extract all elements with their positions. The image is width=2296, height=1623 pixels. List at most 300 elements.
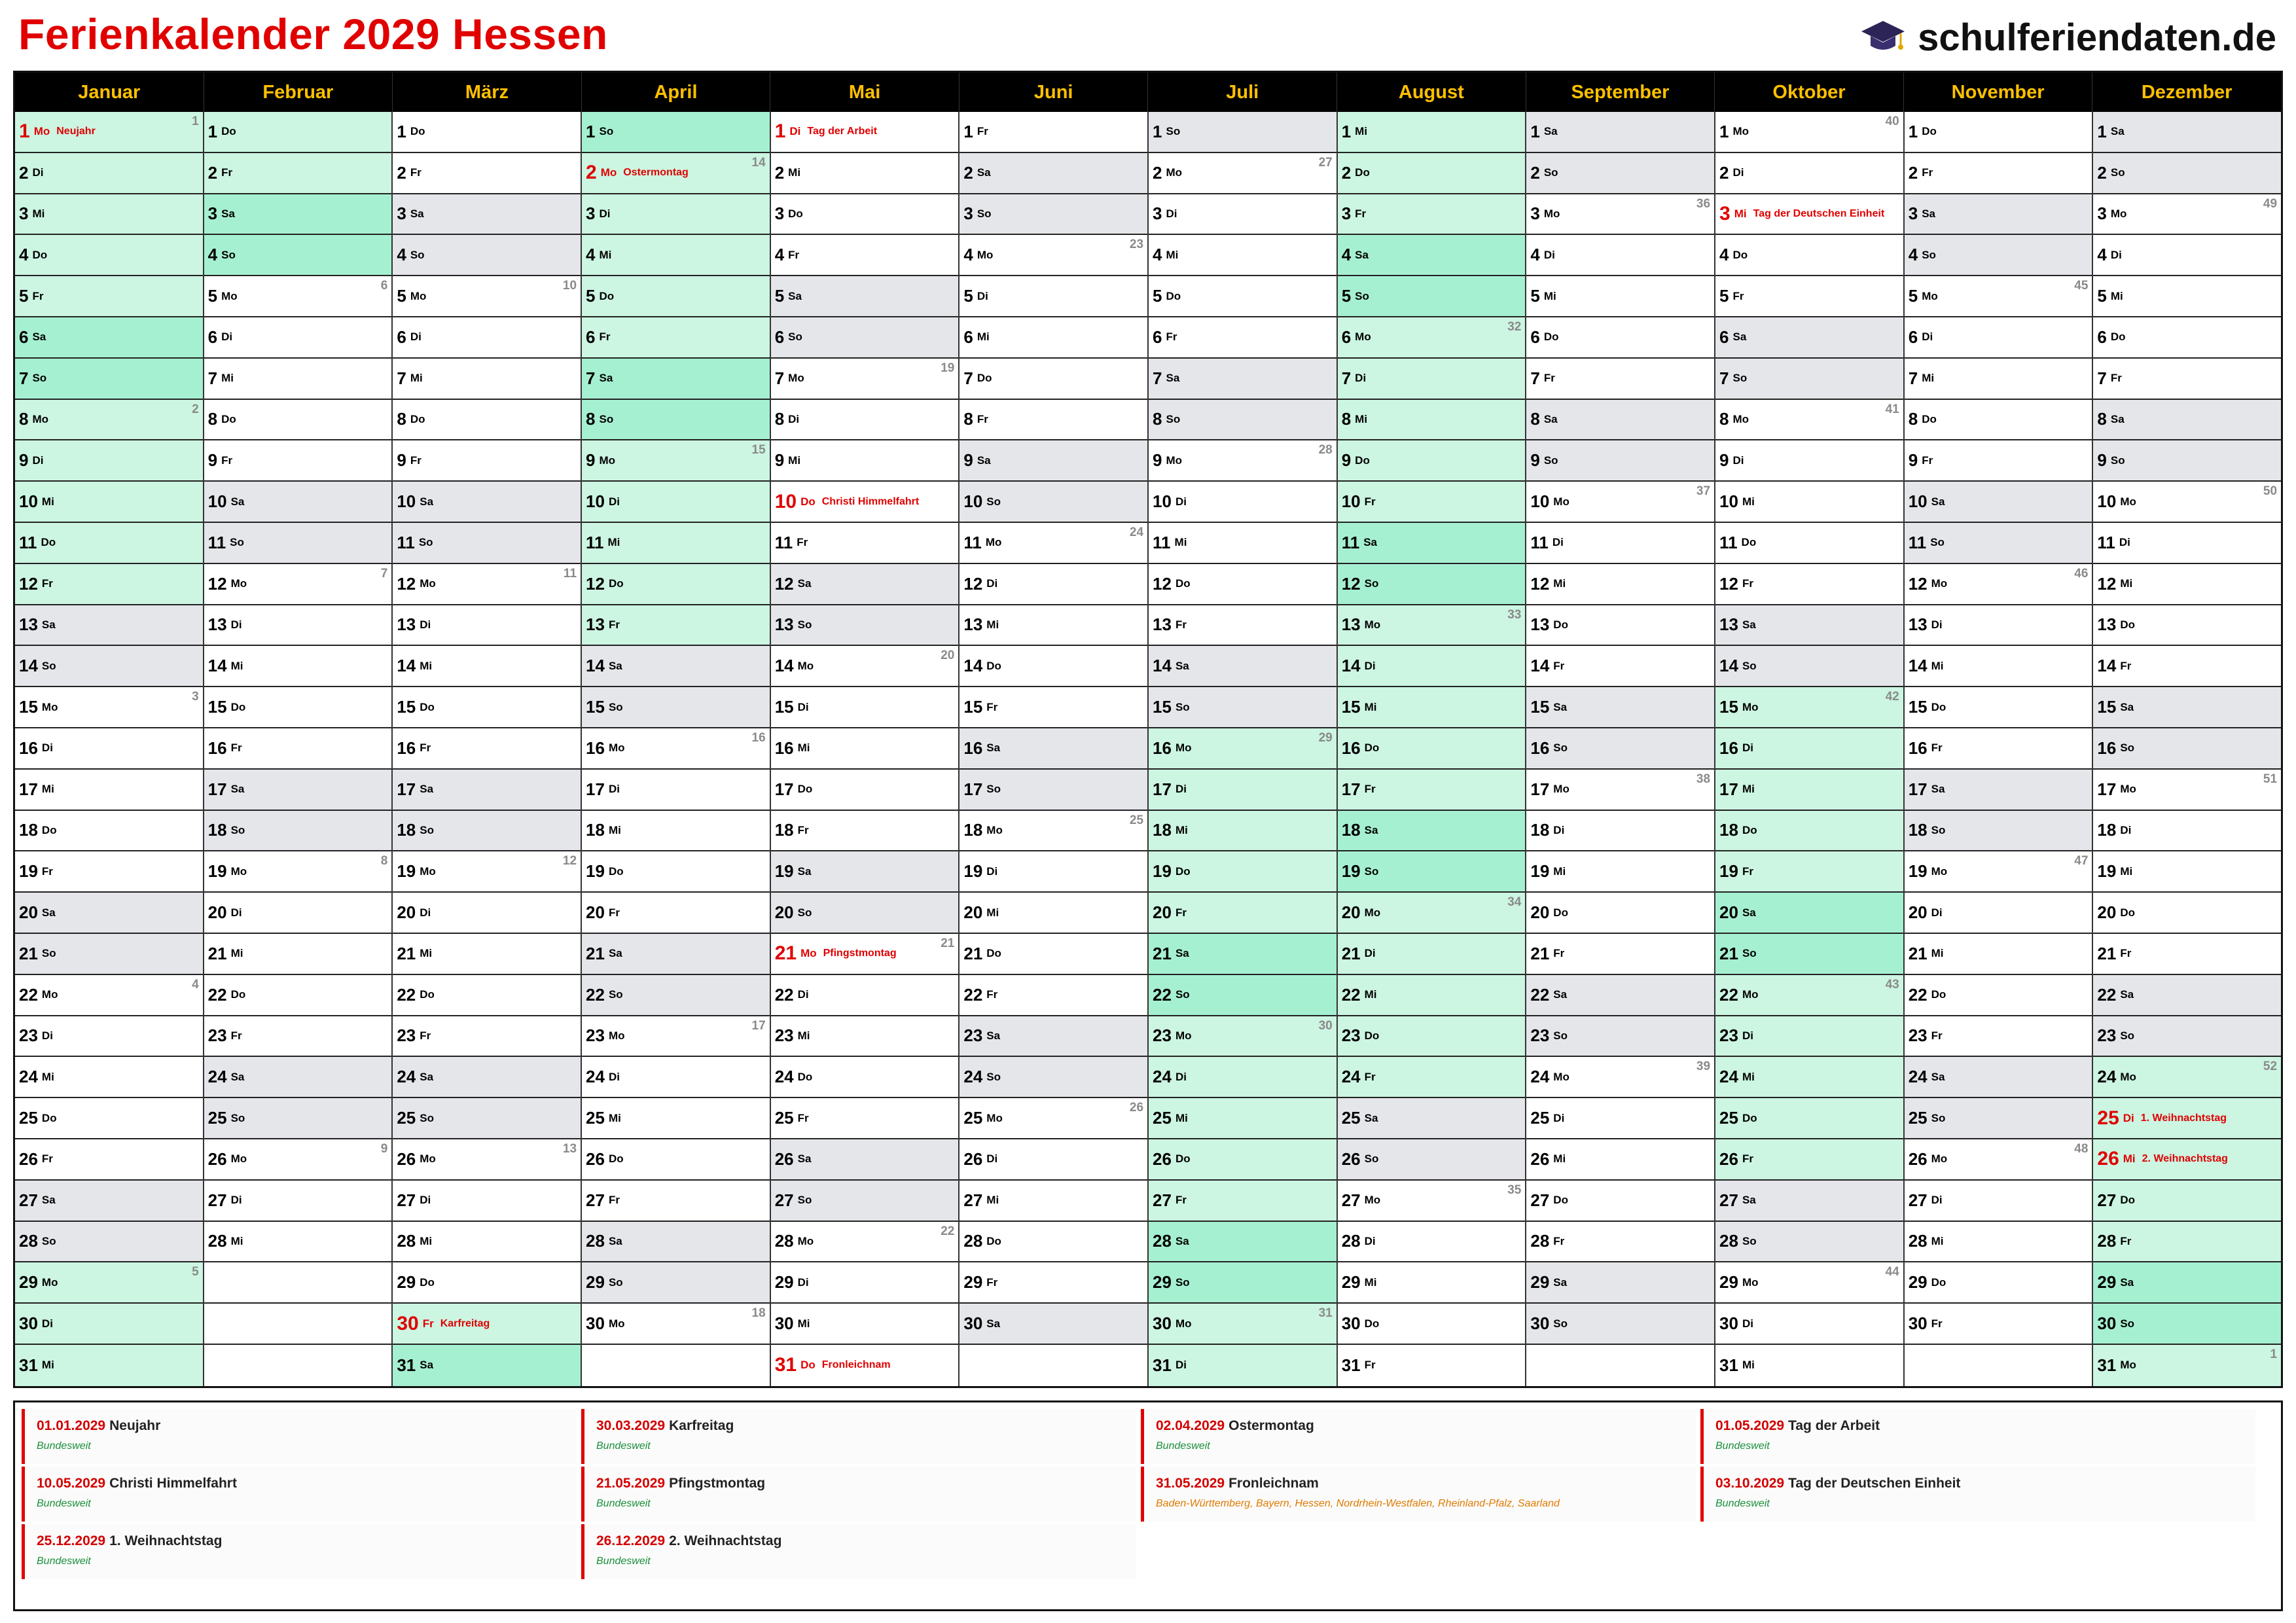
day-cell[interactable] bbox=[1149, 564, 1336, 605]
day-cell[interactable] bbox=[393, 112, 581, 153]
day-cell[interactable] bbox=[1526, 1222, 1714, 1263]
public-holiday-cell[interactable] bbox=[1715, 194, 1903, 236]
day-cell[interactable] bbox=[960, 687, 1147, 728]
day-cell[interactable] bbox=[1338, 646, 1526, 687]
day-cell[interactable] bbox=[1149, 1057, 1336, 1098]
day-cell[interactable] bbox=[2093, 893, 2281, 934]
day-cell[interactable] bbox=[1526, 276, 1714, 317]
day-cell[interactable] bbox=[960, 1098, 1147, 1139]
day-cell[interactable] bbox=[1905, 317, 2092, 359]
day-cell[interactable] bbox=[771, 811, 959, 852]
day-cell[interactable] bbox=[582, 1098, 770, 1139]
day-cell[interactable] bbox=[1526, 1304, 1714, 1345]
day-cell[interactable] bbox=[1905, 482, 2092, 523]
day-cell[interactable] bbox=[1526, 811, 1714, 852]
day-cell[interactable] bbox=[393, 893, 581, 934]
day-cell[interactable] bbox=[771, 1098, 959, 1139]
day-cell[interactable] bbox=[1715, 440, 1903, 482]
day-cell[interactable] bbox=[1715, 112, 1903, 153]
day-cell[interactable] bbox=[1715, 1345, 1903, 1386]
day-cell[interactable] bbox=[1715, 235, 1903, 276]
day-cell[interactable] bbox=[1905, 1262, 2092, 1304]
day-cell[interactable] bbox=[771, 276, 959, 317]
day-cell[interactable] bbox=[1149, 194, 1336, 236]
day-cell[interactable] bbox=[771, 235, 959, 276]
day-cell[interactable] bbox=[771, 1057, 959, 1098]
day-cell[interactable] bbox=[1149, 646, 1336, 687]
day-cell[interactable] bbox=[1905, 728, 2092, 770]
day-cell[interactable] bbox=[204, 975, 392, 1016]
day-cell[interactable] bbox=[1905, 934, 2092, 975]
day-cell[interactable] bbox=[1338, 728, 1526, 770]
public-holiday-cell[interactable] bbox=[393, 1304, 581, 1345]
day-cell[interactable] bbox=[1526, 564, 1714, 605]
day-cell[interactable] bbox=[393, 605, 581, 647]
day-cell[interactable] bbox=[1338, 1222, 1526, 1263]
day-cell[interactable] bbox=[1905, 359, 2092, 400]
day-cell[interactable] bbox=[2093, 1057, 2281, 1098]
day-cell[interactable] bbox=[1149, 934, 1336, 975]
day-cell[interactable] bbox=[960, 153, 1147, 194]
day-cell[interactable] bbox=[1715, 1139, 1903, 1181]
day-cell[interactable] bbox=[960, 440, 1147, 482]
day-cell[interactable] bbox=[393, 851, 581, 893]
day-cell[interactable] bbox=[393, 153, 581, 194]
day-cell[interactable] bbox=[1905, 687, 2092, 728]
day-cell[interactable] bbox=[1526, 646, 1714, 687]
day-cell[interactable] bbox=[582, 893, 770, 934]
day-cell[interactable] bbox=[1149, 770, 1336, 811]
day-cell[interactable] bbox=[1338, 400, 1526, 441]
day-cell[interactable] bbox=[393, 1098, 581, 1139]
day-cell[interactable] bbox=[393, 728, 581, 770]
day-cell[interactable] bbox=[393, 400, 581, 441]
day-cell[interactable] bbox=[1149, 893, 1336, 934]
day-cell[interactable] bbox=[204, 646, 392, 687]
day-cell[interactable] bbox=[1149, 359, 1336, 400]
day-cell[interactable] bbox=[960, 811, 1147, 852]
day-cell[interactable] bbox=[1526, 770, 1714, 811]
day-cell[interactable] bbox=[2093, 153, 2281, 194]
day-cell[interactable] bbox=[204, 1057, 392, 1098]
day-cell[interactable] bbox=[582, 934, 770, 975]
day-cell[interactable] bbox=[1526, 1262, 1714, 1304]
day-cell[interactable] bbox=[582, 851, 770, 893]
day-cell[interactable] bbox=[1149, 112, 1336, 153]
day-cell[interactable] bbox=[1905, 440, 2092, 482]
day-cell[interactable] bbox=[2093, 276, 2281, 317]
day-cell[interactable] bbox=[960, 851, 1147, 893]
public-holiday-cell[interactable] bbox=[771, 482, 959, 523]
day-cell[interactable] bbox=[1338, 1139, 1526, 1181]
day-cell[interactable] bbox=[582, 400, 770, 441]
day-cell[interactable] bbox=[204, 235, 392, 276]
day-cell[interactable] bbox=[1338, 1057, 1526, 1098]
day-cell[interactable] bbox=[204, 1222, 392, 1263]
day-cell[interactable] bbox=[2093, 317, 2281, 359]
day-cell[interactable] bbox=[2093, 440, 2281, 482]
day-cell[interactable] bbox=[2093, 605, 2281, 647]
day-cell[interactable] bbox=[15, 1057, 203, 1098]
day-cell[interactable] bbox=[1715, 523, 1903, 564]
day-cell[interactable] bbox=[1149, 687, 1336, 728]
day-cell[interactable] bbox=[1526, 1181, 1714, 1222]
day-cell[interactable] bbox=[2093, 523, 2281, 564]
day-cell[interactable] bbox=[15, 1181, 203, 1222]
day-cell[interactable] bbox=[1149, 728, 1336, 770]
day-cell[interactable] bbox=[771, 400, 959, 441]
day-cell[interactable] bbox=[582, 564, 770, 605]
day-cell[interactable] bbox=[393, 564, 581, 605]
day-cell[interactable] bbox=[1905, 1181, 2092, 1222]
day-cell[interactable] bbox=[1149, 153, 1336, 194]
day-cell[interactable] bbox=[1526, 359, 1714, 400]
day-cell[interactable] bbox=[771, 359, 959, 400]
day-cell[interactable] bbox=[1149, 975, 1336, 1016]
public-holiday-cell[interactable] bbox=[771, 1345, 959, 1386]
day-cell[interactable] bbox=[1149, 440, 1336, 482]
public-holiday-cell[interactable] bbox=[771, 934, 959, 975]
day-cell[interactable] bbox=[582, 194, 770, 236]
day-cell[interactable] bbox=[960, 317, 1147, 359]
day-cell[interactable] bbox=[960, 564, 1147, 605]
day-cell[interactable] bbox=[771, 1304, 959, 1345]
day-cell[interactable] bbox=[771, 317, 959, 359]
day-cell[interactable] bbox=[1715, 1057, 1903, 1098]
day-cell[interactable] bbox=[2093, 112, 2281, 153]
day-cell[interactable] bbox=[771, 605, 959, 647]
day-cell[interactable] bbox=[771, 1016, 959, 1058]
day-cell[interactable] bbox=[204, 1098, 392, 1139]
day-cell[interactable] bbox=[960, 646, 1147, 687]
day-cell[interactable] bbox=[2093, 728, 2281, 770]
day-cell[interactable] bbox=[1715, 975, 1903, 1016]
day-cell[interactable] bbox=[204, 194, 392, 236]
day-cell[interactable] bbox=[582, 523, 770, 564]
day-cell[interactable] bbox=[204, 523, 392, 564]
day-cell[interactable] bbox=[582, 359, 770, 400]
day-cell[interactable] bbox=[15, 1304, 203, 1345]
day-cell[interactable] bbox=[1715, 893, 1903, 934]
day-cell[interactable] bbox=[2093, 564, 2281, 605]
day-cell[interactable] bbox=[960, 1057, 1147, 1098]
day-cell[interactable] bbox=[393, 1139, 581, 1181]
day-cell[interactable] bbox=[582, 112, 770, 153]
day-cell[interactable] bbox=[15, 317, 203, 359]
day-cell[interactable] bbox=[1905, 194, 2092, 236]
day-cell[interactable] bbox=[204, 687, 392, 728]
day-cell[interactable] bbox=[204, 728, 392, 770]
day-cell[interactable] bbox=[582, 1139, 770, 1181]
day-cell[interactable] bbox=[1905, 1016, 2092, 1058]
day-cell[interactable] bbox=[1338, 359, 1526, 400]
day-cell[interactable] bbox=[1526, 112, 1714, 153]
day-cell[interactable] bbox=[1338, 1181, 1526, 1222]
day-cell[interactable] bbox=[960, 975, 1147, 1016]
day-cell[interactable] bbox=[393, 646, 581, 687]
day-cell[interactable] bbox=[582, 646, 770, 687]
day-cell[interactable] bbox=[2093, 1304, 2281, 1345]
day-cell[interactable] bbox=[960, 728, 1147, 770]
day-cell[interactable] bbox=[204, 851, 392, 893]
day-cell[interactable] bbox=[1526, 235, 1714, 276]
day-cell[interactable] bbox=[15, 605, 203, 647]
day-cell[interactable] bbox=[582, 605, 770, 647]
day-cell[interactable] bbox=[2093, 194, 2281, 236]
day-cell[interactable] bbox=[1905, 1057, 2092, 1098]
day-cell[interactable] bbox=[204, 440, 392, 482]
day-cell[interactable] bbox=[1338, 482, 1526, 523]
day-cell[interactable] bbox=[771, 893, 959, 934]
day-cell[interactable] bbox=[1526, 317, 1714, 359]
day-cell[interactable] bbox=[771, 194, 959, 236]
day-cell[interactable] bbox=[1905, 276, 2092, 317]
day-cell[interactable] bbox=[393, 276, 581, 317]
day-cell[interactable] bbox=[393, 482, 581, 523]
day-cell[interactable] bbox=[1715, 605, 1903, 647]
day-cell[interactable] bbox=[1149, 605, 1336, 647]
day-cell[interactable] bbox=[771, 564, 959, 605]
day-cell[interactable] bbox=[2093, 770, 2281, 811]
day-cell[interactable] bbox=[960, 1181, 1147, 1222]
day-cell[interactable] bbox=[1526, 400, 1714, 441]
day-cell[interactable] bbox=[582, 1262, 770, 1304]
day-cell[interactable] bbox=[2093, 482, 2281, 523]
day-cell[interactable] bbox=[960, 770, 1147, 811]
day-cell[interactable] bbox=[1715, 851, 1903, 893]
day-cell[interactable] bbox=[1715, 482, 1903, 523]
day-cell[interactable] bbox=[204, 893, 392, 934]
day-cell[interactable] bbox=[204, 564, 392, 605]
day-cell[interactable] bbox=[1338, 153, 1526, 194]
day-cell[interactable] bbox=[960, 605, 1147, 647]
day-cell[interactable] bbox=[1526, 440, 1714, 482]
day-cell[interactable] bbox=[1526, 482, 1714, 523]
day-cell[interactable] bbox=[2093, 687, 2281, 728]
day-cell[interactable] bbox=[393, 1222, 581, 1263]
day-cell[interactable] bbox=[1338, 276, 1526, 317]
day-cell[interactable] bbox=[15, 934, 203, 975]
day-cell[interactable] bbox=[393, 523, 581, 564]
day-cell[interactable] bbox=[771, 523, 959, 564]
day-cell[interactable] bbox=[1338, 811, 1526, 852]
day-cell[interactable] bbox=[960, 1222, 1147, 1263]
day-cell[interactable] bbox=[1526, 1098, 1714, 1139]
day-cell[interactable] bbox=[2093, 646, 2281, 687]
day-cell[interactable] bbox=[2093, 975, 2281, 1016]
day-cell[interactable] bbox=[15, 359, 203, 400]
day-cell[interactable] bbox=[1715, 400, 1903, 441]
day-cell[interactable] bbox=[15, 1098, 203, 1139]
day-cell[interactable] bbox=[771, 728, 959, 770]
day-cell[interactable] bbox=[15, 811, 203, 852]
day-cell[interactable] bbox=[15, 440, 203, 482]
day-cell[interactable] bbox=[1338, 194, 1526, 236]
day-cell[interactable] bbox=[2093, 1222, 2281, 1263]
day-cell[interactable] bbox=[1338, 687, 1526, 728]
day-cell[interactable] bbox=[771, 1222, 959, 1263]
day-cell[interactable] bbox=[2093, 1181, 2281, 1222]
day-cell[interactable] bbox=[1338, 1345, 1526, 1386]
day-cell[interactable] bbox=[2093, 1016, 2281, 1058]
day-cell[interactable] bbox=[204, 400, 392, 441]
day-cell[interactable] bbox=[1526, 728, 1714, 770]
day-cell[interactable] bbox=[582, 728, 770, 770]
day-cell[interactable] bbox=[582, 1016, 770, 1058]
day-cell[interactable] bbox=[1715, 359, 1903, 400]
day-cell[interactable] bbox=[1905, 646, 2092, 687]
day-cell[interactable] bbox=[1905, 1304, 2092, 1345]
day-cell[interactable] bbox=[1338, 112, 1526, 153]
day-cell[interactable] bbox=[2093, 851, 2281, 893]
day-cell[interactable] bbox=[1526, 523, 1714, 564]
day-cell[interactable] bbox=[582, 1222, 770, 1263]
day-cell[interactable] bbox=[15, 194, 203, 236]
day-cell[interactable] bbox=[771, 770, 959, 811]
day-cell[interactable] bbox=[582, 1181, 770, 1222]
day-cell[interactable] bbox=[393, 440, 581, 482]
day-cell[interactable] bbox=[204, 934, 392, 975]
public-holiday-cell[interactable] bbox=[2093, 1139, 2281, 1181]
day-cell[interactable] bbox=[15, 153, 203, 194]
day-cell[interactable] bbox=[1905, 153, 2092, 194]
day-cell[interactable] bbox=[1338, 1016, 1526, 1058]
day-cell[interactable] bbox=[204, 811, 392, 852]
day-cell[interactable] bbox=[204, 605, 392, 647]
day-cell[interactable] bbox=[393, 770, 581, 811]
day-cell[interactable] bbox=[771, 975, 959, 1016]
day-cell[interactable] bbox=[204, 359, 392, 400]
day-cell[interactable] bbox=[1715, 811, 1903, 852]
day-cell[interactable] bbox=[771, 687, 959, 728]
day-cell[interactable] bbox=[1715, 934, 1903, 975]
day-cell[interactable] bbox=[1905, 1222, 2092, 1263]
day-cell[interactable] bbox=[582, 276, 770, 317]
day-cell[interactable] bbox=[1905, 112, 2092, 153]
public-holiday-cell[interactable] bbox=[15, 112, 203, 153]
day-cell[interactable] bbox=[1905, 851, 2092, 893]
day-cell[interactable] bbox=[15, 400, 203, 441]
day-cell[interactable] bbox=[15, 975, 203, 1016]
day-cell[interactable] bbox=[393, 1345, 581, 1386]
day-cell[interactable] bbox=[393, 1057, 581, 1098]
day-cell[interactable] bbox=[15, 893, 203, 934]
day-cell[interactable] bbox=[1526, 687, 1714, 728]
day-cell[interactable] bbox=[393, 235, 581, 276]
day-cell[interactable] bbox=[582, 235, 770, 276]
day-cell[interactable] bbox=[15, 564, 203, 605]
day-cell[interactable] bbox=[771, 1262, 959, 1304]
day-cell[interactable] bbox=[15, 770, 203, 811]
day-cell[interactable] bbox=[582, 975, 770, 1016]
day-cell[interactable] bbox=[393, 687, 581, 728]
day-cell[interactable] bbox=[960, 194, 1147, 236]
day-cell[interactable] bbox=[15, 1345, 203, 1386]
day-cell[interactable] bbox=[960, 934, 1147, 975]
day-cell[interactable] bbox=[204, 770, 392, 811]
day-cell[interactable] bbox=[1338, 1098, 1526, 1139]
day-cell[interactable] bbox=[15, 646, 203, 687]
day-cell[interactable] bbox=[2093, 1262, 2281, 1304]
day-cell[interactable] bbox=[1149, 523, 1336, 564]
day-cell[interactable] bbox=[204, 1181, 392, 1222]
day-cell[interactable] bbox=[1338, 1304, 1526, 1345]
day-cell[interactable] bbox=[960, 482, 1147, 523]
day-cell[interactable] bbox=[960, 359, 1147, 400]
day-cell[interactable] bbox=[1338, 851, 1526, 893]
day-cell[interactable] bbox=[204, 1139, 392, 1181]
day-cell[interactable] bbox=[1905, 235, 2092, 276]
day-cell[interactable] bbox=[15, 1222, 203, 1263]
day-cell[interactable] bbox=[771, 1181, 959, 1222]
day-cell[interactable] bbox=[582, 811, 770, 852]
day-cell[interactable] bbox=[1905, 564, 2092, 605]
day-cell[interactable] bbox=[15, 1262, 203, 1304]
day-cell[interactable] bbox=[582, 770, 770, 811]
day-cell[interactable] bbox=[1715, 1098, 1903, 1139]
day-cell[interactable] bbox=[15, 235, 203, 276]
day-cell[interactable] bbox=[1338, 975, 1526, 1016]
day-cell[interactable] bbox=[204, 482, 392, 523]
day-cell[interactable] bbox=[1715, 728, 1903, 770]
day-cell[interactable] bbox=[2093, 235, 2281, 276]
day-cell[interactable] bbox=[1526, 1057, 1714, 1098]
day-cell[interactable] bbox=[1149, 1345, 1336, 1386]
day-cell[interactable] bbox=[1338, 564, 1526, 605]
day-cell[interactable] bbox=[393, 1262, 581, 1304]
day-cell[interactable] bbox=[1149, 1139, 1336, 1181]
day-cell[interactable] bbox=[1149, 1016, 1336, 1058]
day-cell[interactable] bbox=[771, 1139, 959, 1181]
day-cell[interactable] bbox=[1526, 194, 1714, 236]
public-holiday-cell[interactable] bbox=[771, 112, 959, 153]
day-cell[interactable] bbox=[1149, 276, 1336, 317]
day-cell[interactable] bbox=[2093, 359, 2281, 400]
day-cell[interactable] bbox=[1149, 400, 1336, 441]
day-cell[interactable] bbox=[204, 276, 392, 317]
day-cell[interactable] bbox=[960, 1139, 1147, 1181]
day-cell[interactable] bbox=[2093, 1345, 2281, 1386]
day-cell[interactable] bbox=[582, 440, 770, 482]
day-cell[interactable] bbox=[771, 851, 959, 893]
day-cell[interactable] bbox=[204, 317, 392, 359]
day-cell[interactable] bbox=[393, 975, 581, 1016]
day-cell[interactable] bbox=[771, 646, 959, 687]
day-cell[interactable] bbox=[1338, 1262, 1526, 1304]
day-cell[interactable] bbox=[1149, 811, 1336, 852]
day-cell[interactable] bbox=[1715, 1304, 1903, 1345]
brand[interactable] bbox=[1860, 14, 2276, 60]
day-cell[interactable] bbox=[1149, 851, 1336, 893]
day-cell[interactable] bbox=[1715, 317, 1903, 359]
day-cell[interactable] bbox=[1905, 605, 2092, 647]
day-cell[interactable] bbox=[1338, 523, 1526, 564]
day-cell[interactable] bbox=[771, 440, 959, 482]
day-cell[interactable] bbox=[1715, 564, 1903, 605]
day-cell[interactable] bbox=[1526, 975, 1714, 1016]
day-cell[interactable] bbox=[1905, 400, 2092, 441]
public-holiday-cell[interactable] bbox=[2093, 1098, 2281, 1139]
day-cell[interactable] bbox=[582, 1304, 770, 1345]
day-cell[interactable] bbox=[2093, 400, 2281, 441]
day-cell[interactable] bbox=[1715, 276, 1903, 317]
day-cell[interactable] bbox=[960, 400, 1147, 441]
day-cell[interactable] bbox=[204, 1016, 392, 1058]
day-cell[interactable] bbox=[1905, 811, 2092, 852]
day-cell[interactable] bbox=[960, 112, 1147, 153]
day-cell[interactable] bbox=[204, 153, 392, 194]
day-cell[interactable] bbox=[1338, 235, 1526, 276]
